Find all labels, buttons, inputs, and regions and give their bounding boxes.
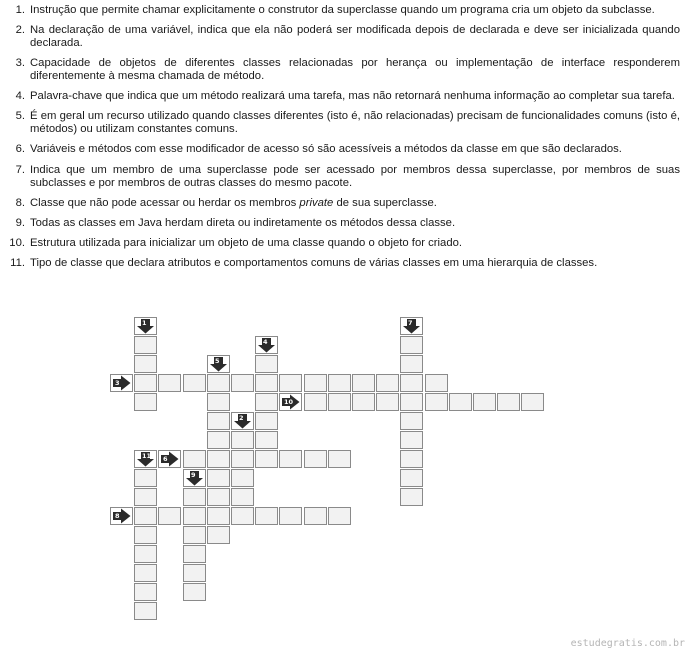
crossword-cell[interactable] bbox=[134, 526, 157, 544]
clue-number: 9. bbox=[15, 216, 25, 229]
crossword-cell[interactable] bbox=[231, 450, 254, 468]
crossword-cell[interactable] bbox=[400, 336, 423, 354]
crossword-cell[interactable] bbox=[207, 526, 230, 544]
crossword-cell[interactable] bbox=[134, 393, 157, 411]
crossword-cell[interactable] bbox=[497, 393, 520, 411]
clue-marker-number: 4 bbox=[263, 338, 268, 346]
clue-text: Todas as classes em Java herdam direta ou indiretamente os métodos dessa classe. bbox=[30, 216, 456, 229]
crossword-cell[interactable] bbox=[183, 450, 206, 468]
crossword-cell[interactable] bbox=[473, 393, 496, 411]
clue-text: Palavra-chave que indica que um método realizará uma tarefa, mas não retornará nenhuma informação ao completar sua tarefa. bbox=[30, 90, 675, 103]
clue-marker-7 bbox=[400, 317, 423, 335]
crossword-cell[interactable] bbox=[304, 507, 327, 525]
crossword-cell[interactable] bbox=[158, 374, 181, 392]
clue-marker-number: 7 bbox=[408, 319, 413, 327]
crossword-cell[interactable] bbox=[449, 393, 472, 411]
crossword-cell[interactable] bbox=[183, 488, 206, 506]
crossword-cell[interactable] bbox=[304, 393, 327, 411]
crossword-cell[interactable] bbox=[425, 374, 448, 392]
clue-marker-10 bbox=[279, 393, 302, 411]
clue-text: Estrutura utilizada para inicializar um objeto de uma classe quando o objeto for criado. bbox=[30, 236, 463, 249]
crossword-cell[interactable] bbox=[231, 374, 254, 392]
clue-text-emphasis: private bbox=[299, 196, 334, 209]
clue-number: 8. bbox=[15, 196, 25, 209]
clue-marker-number: 3 bbox=[115, 379, 120, 387]
clue-number: 2. bbox=[15, 24, 25, 37]
clue-marker-number: 1 bbox=[142, 319, 147, 327]
crossword-cell[interactable] bbox=[158, 507, 181, 525]
crossword-cell[interactable] bbox=[400, 393, 423, 411]
crossword-cell[interactable] bbox=[352, 374, 375, 392]
crossword-cell[interactable] bbox=[425, 393, 448, 411]
clue-text: Indica que um membro de uma superclasse pode ser acessado por membros dessa superclasse, por membros de suas subclasses e por membros de outras classes do mesmo pacote. bbox=[30, 163, 680, 189]
crossword-cell[interactable] bbox=[134, 374, 157, 392]
crossword-cell[interactable] bbox=[231, 507, 254, 525]
crossword-cell[interactable] bbox=[183, 526, 206, 544]
crossword-cell[interactable] bbox=[134, 488, 157, 506]
clue-number: 1. bbox=[15, 4, 25, 16]
clue-marker-9 bbox=[183, 469, 206, 487]
crossword-cell[interactable] bbox=[207, 431, 230, 449]
clue-number: 6. bbox=[15, 143, 25, 156]
clue-marker-5 bbox=[207, 355, 230, 373]
crossword-cell[interactable] bbox=[328, 450, 351, 468]
crossword-cell[interactable] bbox=[255, 393, 278, 411]
crossword-cell[interactable] bbox=[207, 412, 230, 430]
crossword-cell[interactable] bbox=[207, 450, 230, 468]
crossword-cell[interactable] bbox=[207, 374, 230, 392]
clue-text: É em geral um recurso utilizado quando classes diferentes (isto é, não relacionadas) precisam de funcionalidades comuns (isto é, métodos) ou utilizam constantes comuns. bbox=[30, 110, 680, 136]
crossword-cell[interactable] bbox=[231, 431, 254, 449]
crossword-cell[interactable] bbox=[207, 488, 230, 506]
crossword-cell[interactable] bbox=[231, 469, 254, 487]
crossword-cell[interactable] bbox=[279, 507, 302, 525]
clue-marker-number: 6 bbox=[163, 455, 168, 463]
crossword-cell[interactable] bbox=[400, 431, 423, 449]
crossword-cell[interactable] bbox=[134, 545, 157, 563]
watermark: estudegratis.com.br bbox=[570, 638, 685, 649]
crossword-cell[interactable] bbox=[207, 469, 230, 487]
clue-marker-3 bbox=[110, 374, 133, 392]
crossword-cell[interactable] bbox=[207, 507, 230, 525]
crossword-cell[interactable] bbox=[134, 564, 157, 582]
crossword-cell[interactable] bbox=[255, 507, 278, 525]
crossword-cell[interactable] bbox=[255, 450, 278, 468]
crossword-cell[interactable] bbox=[134, 507, 157, 525]
crossword-cell[interactable] bbox=[400, 355, 423, 373]
crossword-cell[interactable] bbox=[183, 507, 206, 525]
clue-number: 7. bbox=[15, 163, 25, 176]
crossword-cell[interactable] bbox=[207, 393, 230, 411]
clue-number: 4. bbox=[15, 90, 25, 103]
crossword-cell[interactable] bbox=[279, 374, 302, 392]
crossword-cell[interactable] bbox=[134, 355, 157, 373]
clue-marker-number: 8 bbox=[115, 512, 120, 520]
crossword-cell[interactable] bbox=[134, 583, 157, 601]
crossword-cell[interactable] bbox=[400, 469, 423, 487]
clue-number: 3. bbox=[15, 57, 25, 70]
crossword-cell[interactable] bbox=[183, 564, 206, 582]
crossword-cell[interactable] bbox=[134, 336, 157, 354]
crossword-cell[interactable] bbox=[352, 393, 375, 411]
clue-text-start: Classe que não pode acessar ou herdar os membros bbox=[30, 196, 300, 209]
clue-marker-number: 9 bbox=[191, 471, 196, 479]
crossword-cell[interactable] bbox=[134, 602, 157, 620]
crossword-cell[interactable] bbox=[304, 374, 327, 392]
crossword-cell[interactable] bbox=[255, 431, 278, 449]
clue-text: Instrução que permite chamar explicitamente o construtor da superclasse quando um programa cria um objeto da subclasse. bbox=[30, 4, 655, 16]
clue-marker-number: 10 bbox=[284, 398, 294, 406]
crossword-cell[interactable] bbox=[376, 374, 399, 392]
crossword-cell[interactable] bbox=[400, 412, 423, 430]
clue-marker-4 bbox=[255, 336, 278, 354]
crossword-cell[interactable] bbox=[304, 450, 327, 468]
clue-number: 10. bbox=[9, 236, 25, 249]
clue-number: 5. bbox=[15, 110, 25, 123]
clue-marker-11 bbox=[134, 450, 157, 468]
clue-text: Na declaração de uma variável, indica que ela não poderá ser modificada depois de declarada e deve ser inicializada quando declarada. bbox=[30, 24, 680, 50]
clue-number: 11. bbox=[10, 256, 25, 269]
crossword-cell[interactable] bbox=[400, 488, 423, 506]
clue-text: Capacidade de objetos de diferentes classes relacionadas por herança ou implementação de interface responderem diferentemente à mesma chamada de método. bbox=[30, 57, 680, 83]
clue-marker-1 bbox=[134, 317, 157, 335]
clue-text: Variáveis e métodos com esse modificador de acesso só são acessíveis a métodos da classe em que são declarados. bbox=[30, 143, 622, 156]
crossword-cell[interactable] bbox=[400, 450, 423, 468]
clue-marker-2 bbox=[231, 412, 254, 430]
crossword-cell[interactable] bbox=[376, 393, 399, 411]
clue-marker-number: 2 bbox=[239, 414, 244, 422]
crossword-cell[interactable] bbox=[328, 507, 351, 525]
clue-marker-8 bbox=[110, 507, 133, 525]
crossword-cell[interactable] bbox=[328, 393, 351, 411]
clue-marker-number: 5 bbox=[215, 357, 220, 365]
crossword-cell[interactable] bbox=[255, 355, 278, 373]
crossword-cell[interactable] bbox=[183, 374, 206, 392]
crossword-cell[interactable] bbox=[183, 545, 206, 563]
clue-marker-number: 11 bbox=[142, 452, 152, 460]
crossword-cell[interactable] bbox=[328, 374, 351, 392]
clue-text-end: de sua superclasse. bbox=[333, 196, 437, 209]
crossword-cell[interactable] bbox=[134, 469, 157, 487]
clue-marker-6 bbox=[158, 450, 181, 468]
crossword-cell[interactable] bbox=[255, 374, 278, 392]
crossword-cell[interactable] bbox=[255, 412, 278, 430]
crossword-cell[interactable] bbox=[279, 450, 302, 468]
crossword-cell[interactable] bbox=[231, 488, 254, 506]
crossword-cell[interactable] bbox=[183, 583, 206, 601]
clue-text: Tipo de classe que declara atributos e comportamentos comuns de várias classes em uma hierarquia de classes. bbox=[30, 256, 598, 269]
crossword-cell[interactable] bbox=[400, 374, 423, 392]
crossword-cell[interactable] bbox=[521, 393, 544, 411]
